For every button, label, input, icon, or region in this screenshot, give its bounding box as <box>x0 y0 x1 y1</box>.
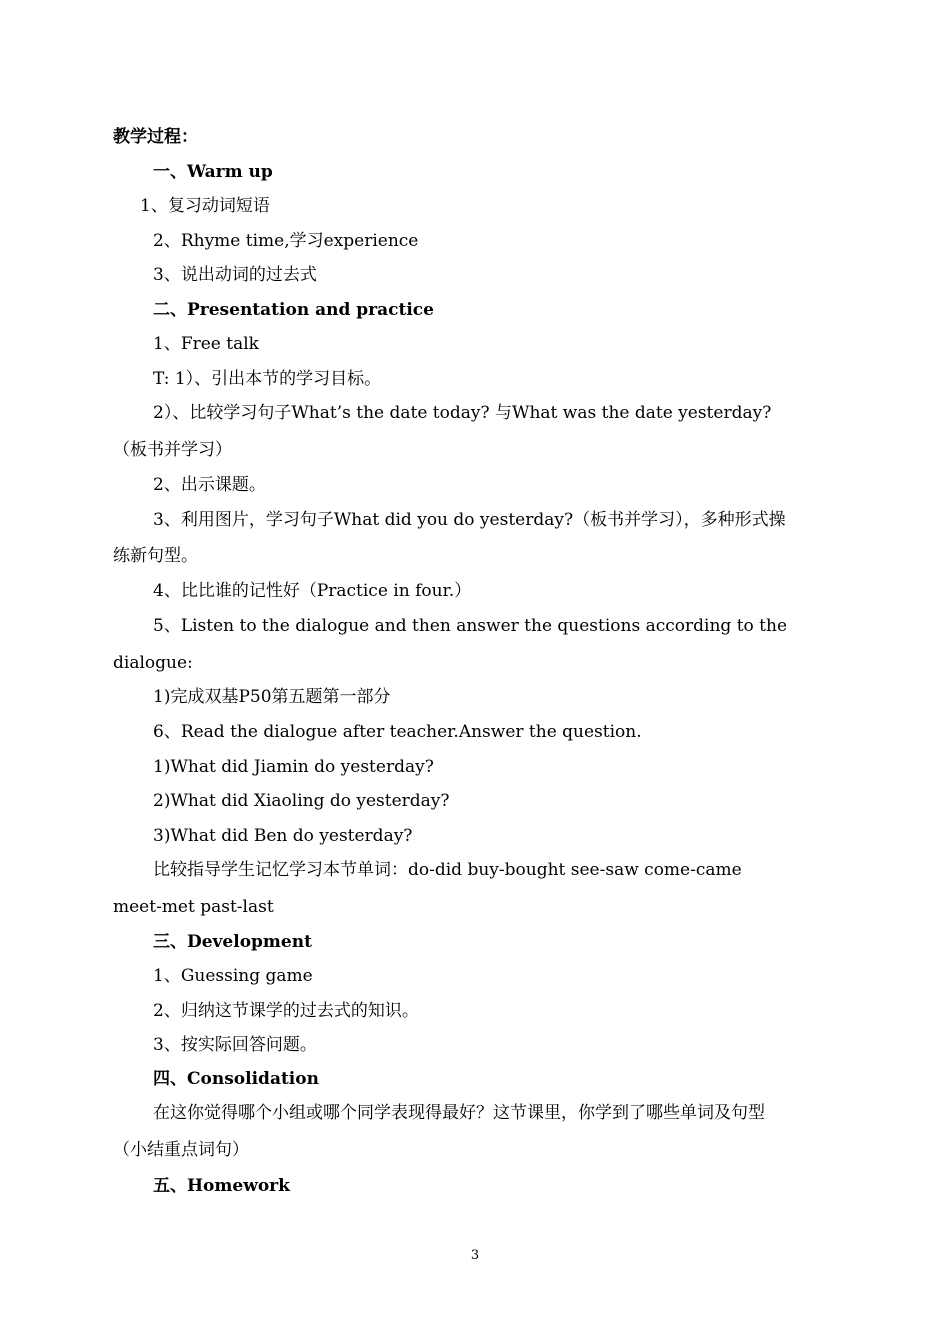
text-line: 1)完成双基P50第五题第一部分 <box>153 687 391 707</box>
text-line: 1、Free talk <box>153 334 259 354</box>
text-line: 1、复习动词短语 <box>140 196 270 216</box>
text-line: 3、说出动词的过去式 <box>153 265 317 285</box>
text-line: 3、按实际回答问题。 <box>153 1035 317 1055</box>
text-line: 3)What did Ben do yesterday? <box>153 826 413 846</box>
text-line: 2、Rhyme time,学习experience <box>153 231 419 251</box>
text-line: （小结重点词句） <box>113 1140 249 1160</box>
text-line: （板书并学习） <box>113 440 232 460</box>
text-line: 在这你觉得哪个小组或哪个同学表现得最好？这节课里，你学到了哪些单词及句型 <box>153 1103 765 1123</box>
text-line: T: 1）、引出本节的学习目标。 <box>153 369 382 389</box>
text-line: 5、Listen to the dialogue and then answer the questions according to the <box>153 616 788 636</box>
text-line: meet-met past-last <box>113 897 274 917</box>
text-line: 3、利用图片，学习句子What did you do yesterday?（板书并学习），多种形式操 <box>153 510 786 530</box>
text-line: 1)What did Jiamin do yesterday? <box>153 757 434 777</box>
section-title: 教学过程： <box>113 127 198 147</box>
text-line: 2、出示课题。 <box>153 475 266 495</box>
text-line: 比较指导学生记忆学习本节单词：do-did buy-bought see-saw come-came <box>153 860 742 880</box>
text-line: 练新句型。 <box>113 546 198 566</box>
text-line: 6、Read the dialogue after teacher.Answer the question. <box>153 722 642 742</box>
heading-warm-up: 一、Warm up <box>153 162 273 182</box>
page-number: 3 <box>470 1248 480 1263</box>
text-line: 1、Guessing game <box>153 966 313 986</box>
heading-development: 三、Development <box>153 932 312 952</box>
heading-homework: 五、Homework <box>153 1176 290 1196</box>
text-line: 2、归纳这节课学的过去式的知识。 <box>153 1001 419 1021</box>
text-line: 2）、比较学习句子What’s the date today? 与What was the date yesterday? <box>153 403 772 423</box>
heading-presentation: 二、Presentation and practice <box>153 300 434 320</box>
heading-consolidation: 四、Consolidation <box>153 1069 319 1089</box>
text-line: 2)What did Xiaoling do yesterday? <box>153 791 450 811</box>
text-line: 4、比比谁的记性好（Practice in four.） <box>153 581 472 601</box>
text-line: dialogue: <box>113 653 193 673</box>
